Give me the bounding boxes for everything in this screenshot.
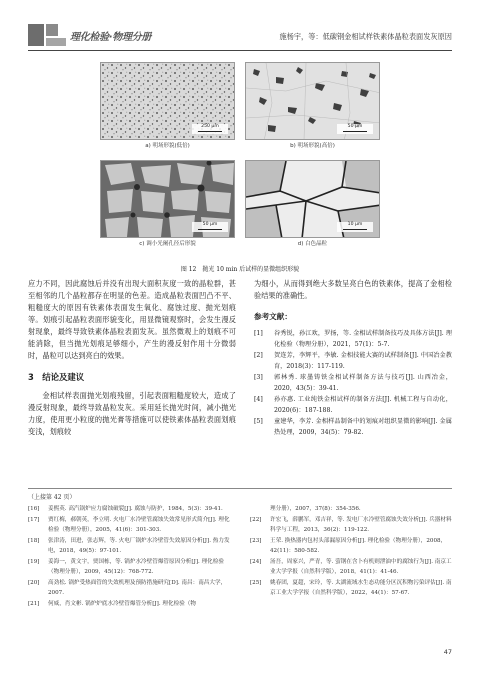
continued-label: （上接第 42 页） <box>28 494 76 501</box>
journal-logo <box>28 24 151 46</box>
header-rule <box>28 50 452 51</box>
panel-caption-d: d) 白色晶粒 <box>297 241 328 247</box>
reference-item: [22] 许宏飞，薛鹏军，邓吉祥，等. 发电厂水冷壁管腐蚀失效分析[J]. 兵器材料科学与工程，2013，36(2)：119-122. <box>250 516 452 533</box>
reference-item: [1] 谷秀锐，孙江欢，罗扬，等. 金相试样制备技巧及具体方法[J]. 理化检验（物理分册），2021，57(1)：5-7. <box>254 330 452 348</box>
reference-item: [16] 姜熙英. 高汽锅炉应力腐蚀破裂[J]. 腐蚀与防护，1984，5(3)：39-41. <box>28 506 223 512</box>
panel-caption-c: c) 调小光阑孔径后形貌 <box>139 241 196 247</box>
continued-rule <box>28 488 452 489</box>
micrograph-c <box>100 160 235 238</box>
reference-item: [5] 童建华，李芳. 金相样品制备中的划痕对组织显微的影响[J]. 金属热处理，2009，34(5)：79-82. <box>254 418 452 436</box>
reference-item: [20] 高劲松. 锅炉受热面管的失效机理及预防措施研究[D]. 南昌：南昌大学，2007. <box>28 579 227 596</box>
panel-caption-b: b) 明场形貌(高倍) <box>290 143 335 149</box>
reference-item: 理分册），2007，37(8)：354-356. <box>270 506 361 512</box>
reference-item: [24] 汤吾，周家兴，严青，等. 萤钢在含卜有机则泄油中的腐蚀行为[J]. 南京工业大学学报（自然科学版），2018，41(1)：41-46. <box>250 558 452 575</box>
continued-references-left <box>28 504 234 609</box>
body-paragraph: 应力不同，因此腐蚀后并没有出现大面积灰度一致的晶粒群，甚至相邻的几个晶粒都存在明显的色差。造成晶粒表面凹凸不平、粗糙度大的原因有铁素体表面发生氧化、腐蚀过度、抛光划痕等。划痕引起晶粒表面形貌变化，用显微镜观察时，会发生漫反射现象，最终导致铁素体晶粒表面发灰。虽然微观上的划痕不可能消除，但当抛光划痕足够细小，产生的漫反射作用十分微弱时，晶粒可以达到亮白的效果。 <box>28 279 236 360</box>
figure-panel-d <box>245 160 380 248</box>
reference-item: [4] 孙亦惠. 工业纯铁金相试样的制备方法[J]. 机械工程与自动化，2020(6)：187-188. <box>254 396 452 414</box>
figure-12 <box>100 62 380 258</box>
micrograph-d <box>245 160 380 238</box>
journal-name: 理化检验·物理分册 <box>70 31 152 43</box>
reference-item: [19] 姜海一，黄文宇，贾国栋，等. 锅炉水冷壁管爆管原因分析[J]. 理化检验（物理分册），2009，45(12)：768-772. <box>28 558 224 575</box>
reference-item: [23] 王荣. 换热器内包衬头部漏原因分析[J]. 理化检验（物理分册），2008，42(11)：580-582. <box>250 537 447 554</box>
reference-list <box>254 328 452 438</box>
left-column <box>28 278 236 438</box>
right-column <box>254 278 452 438</box>
references-heading: 参考文献： <box>254 312 292 321</box>
reference-item: [2] 贺连芳，李辉平，李敏. 金相技能大赛的试样制备[J]. 中国冶金教育，2018(3)：117-119. <box>254 352 452 370</box>
page-header <box>28 24 452 50</box>
body-paragraph: 为细小，从而得到绝大多数呈亮白色的铁素体，提高了金相检验结果的准确性。 <box>254 279 452 300</box>
running-title: 施杨宇，等：低碳钢金相试样铁素体晶粒表面发灰原因 <box>279 32 452 41</box>
scale-bar-d: 10 μm <box>337 222 373 232</box>
body-paragraph: 金相试样表面抛光划痕残留，引起表面粗糙度较大，造成了漫反射现象，最终导致晶粒发灰。采用延长抛光时间，减小抛光力度，使用更小粒度的抛光膏等措施可以使铁素体晶粒表面划痕变浅，划痕较 <box>28 391 236 436</box>
figure-caption: 图 12 抛光 10 min 后试样的显微组织形貌 <box>180 266 300 273</box>
reference-item: [17] 贾红梅，郝朝英，李立明. 火电厂水冷壁管腐蚀失效常见形式简介[J]. 理化检验（物理分册），2005，41(6)：301-303. <box>28 516 230 533</box>
panel-caption-a: a) 明场形貌(低倍) <box>145 143 190 149</box>
figure-panel-b <box>245 62 380 150</box>
reference-item: [25] 姚春团，夏超，宋玲，等. 太湖流域水生态功能分区沉积物污染评估[J]. 南京工业大学学报（自然科学版），2022，44(1)：57-67. <box>250 579 452 596</box>
journal-logo-icon <box>28 24 68 46</box>
figure-panel-c <box>100 160 235 248</box>
reference-item: [3] 郭林秀. 球墨铸铁金相试样制备方法与技巧[J]. 山西冶金，2020，43(5)：39-41. <box>254 374 452 392</box>
scale-bar-b: 50 μm <box>337 124 373 134</box>
micrograph-a <box>100 62 235 140</box>
continued-references-right <box>250 504 452 599</box>
scale-bar-c: 50 μm <box>192 222 228 232</box>
section-heading: 3 结论及建议 <box>28 372 85 382</box>
figure-panel-a <box>100 62 235 150</box>
page-number: 47 <box>443 648 452 656</box>
reference-item: [18] 张津涛，田进，张志辉，等. 火电厂锅炉水冷壁管失效原因分析[J]. 热力发电，2018，49(5)：97-101. <box>28 537 230 554</box>
micrograph-b <box>245 62 380 140</box>
scale-bar-a: 250 μm <box>192 124 228 134</box>
reference-item: [21] 何威，肖文彬. 锅炉炉底水冷壁管爆管分析[J]. 理化检验（物 <box>28 600 196 607</box>
